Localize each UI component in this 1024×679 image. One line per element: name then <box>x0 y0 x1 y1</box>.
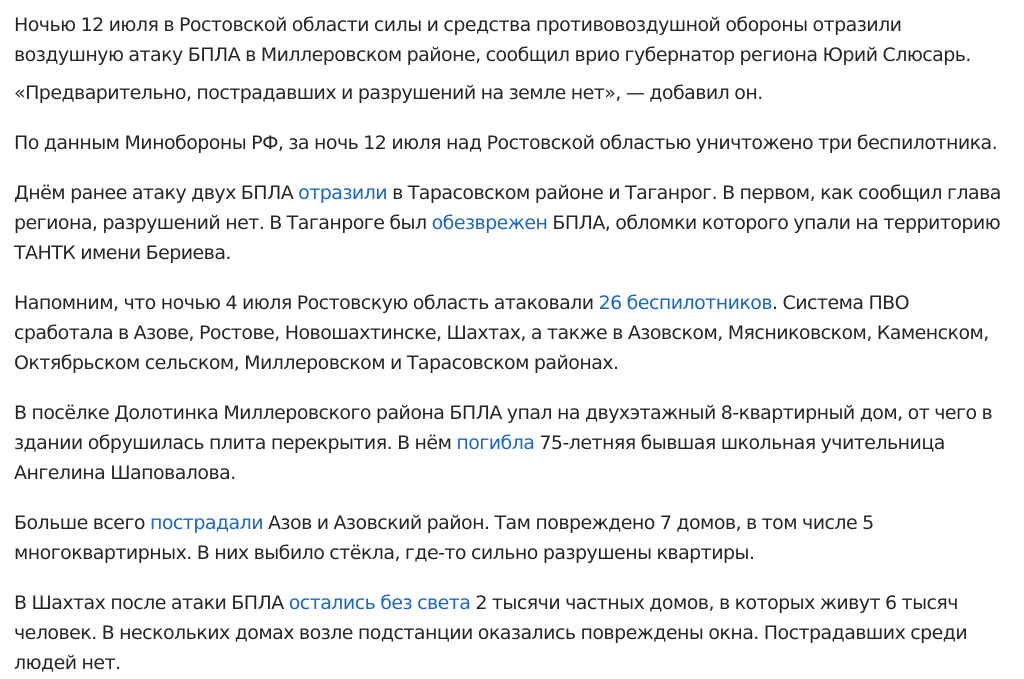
link-postradali[interactable]: пострадали <box>149 512 263 534</box>
paragraph-8 <box>14 588 1012 678</box>
paragraph-text: Ночью 12 июля в Ростовской области силы и средства противовоздушной обороны отразили воздушную атаку БПЛА в Миллеровском районе, сообщил врио губернатор региона Юрий Слюсарь. <box>14 14 971 66</box>
paragraph-7 <box>14 508 1012 568</box>
paragraph-text: По данным Минобороны РФ, за ночь 12 июля над Ростовской областью уничтожено три беспилотника. <box>14 132 998 154</box>
paragraph-text: «Предварительно, пострадавших и разрушений на земле нет», — добавил он. <box>14 82 763 104</box>
paragraph-4 <box>14 178 1012 268</box>
link-otrazili[interactable]: отразили <box>298 182 388 204</box>
paragraph-3 <box>14 128 1012 158</box>
paragraph-text: Напомним, что ночью 4 июля Ростовскую область атаковали <box>14 292 599 314</box>
paragraph-5 <box>14 288 1012 378</box>
paragraph-text: 2 тысячи частных домов, в которых живут 6 тысяч человек. В нескольких домах возле подстанции оказались повреждены окна. Пострадавших среди людей нет. <box>14 592 968 674</box>
paragraph-2-quote <box>14 78 1012 108</box>
paragraph-6 <box>14 398 1012 488</box>
link-bez-sveta[interactable]: остались без света <box>288 592 471 614</box>
paragraph-text: 75-летняя бывшая школьная учительница Ангелина Шаповалова. <box>14 432 945 484</box>
paragraph-text: Азов и Азовский район. Там повреждено 7 домов, в том числе 5 многоквартирных. В них выбило стёкла, где-то сильно разрушены квартиры. <box>14 512 874 564</box>
paragraph-text: БПЛА, обломки которого упали на территорию ТАНТК имени Бериева. <box>14 212 1001 264</box>
paragraph-text: Больше всего <box>14 512 150 534</box>
paragraph-text: В Шахтах после атаки БПЛА <box>14 592 289 614</box>
paragraph-1 <box>14 10 1012 70</box>
link-26-drones[interactable]: 26 беспилотников <box>598 292 773 314</box>
paragraph-text: в Тарасовском районе и Таганрог. В первом, как сообщил глава региона, разрушений нет. В Таганроге был <box>14 182 1001 234</box>
paragraph-text: . Система ПВО сработала в Азове, Ростове, Новошахтинске, Шахтах, а также в Азовском, Мясниковском, Каменском, Октябрьском сельском, Миллеровском и Тарасовском районах. <box>14 292 989 374</box>
paragraph-text: Днём ранее атаку двух БПЛА <box>14 182 299 204</box>
link-pogibla[interactable]: погибла <box>456 432 535 454</box>
paragraph-text: В посёлке Долотинка Миллеровского района БПЛА упал на двухэтажный 8-квартирный дом, от чего в здании обрушилась плита перекрытия. В нём <box>14 402 993 454</box>
link-obezvrezhen[interactable]: обезврежен <box>431 212 548 234</box>
